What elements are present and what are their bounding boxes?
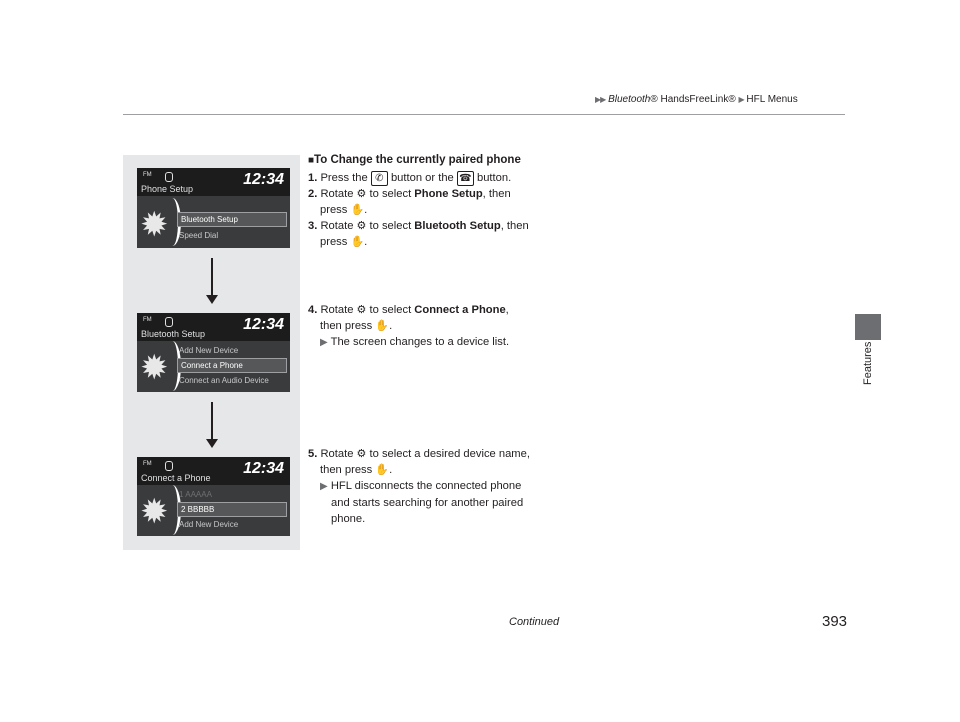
step-5-cont bbox=[308, 462, 578, 478]
step-text: . bbox=[364, 204, 368, 216]
device-item-1[interactable]: 1 AAAAA bbox=[179, 490, 212, 499]
step-text: , bbox=[505, 304, 509, 316]
step-text: press bbox=[320, 204, 348, 216]
breadcrumb-bluetooth: Bluetooth bbox=[608, 94, 651, 105]
step-number: 4. bbox=[308, 304, 318, 316]
header-rule bbox=[123, 114, 845, 115]
signal-icon: FM bbox=[143, 172, 152, 178]
selector-knob-icon: ⚙ bbox=[356, 187, 367, 200]
screen-title: Connect a Phone bbox=[141, 473, 211, 483]
note-text: and starts searching for another paired bbox=[331, 497, 524, 509]
note-arrow-icon: ▶ bbox=[320, 337, 328, 348]
step-4 bbox=[308, 302, 578, 318]
menu-name: Connect a Phone bbox=[414, 304, 506, 316]
step-4-note bbox=[308, 334, 578, 351]
device-item-2[interactable]: 2 BBBBB bbox=[181, 505, 215, 514]
menu-name: Bluetooth Setup bbox=[414, 220, 501, 232]
menu-item-bluetooth-setup[interactable]: Bluetooth Setup bbox=[181, 215, 238, 224]
step-text: press bbox=[320, 236, 348, 248]
selector-knob-icon: ⚙ bbox=[356, 219, 367, 232]
section-title: To Change the currently paired phone bbox=[314, 154, 521, 166]
breadcrumb-hfl-menus: HFL Menus bbox=[746, 94, 798, 105]
screen-title: Bluetooth Setup bbox=[141, 329, 206, 339]
step-3 bbox=[308, 218, 578, 234]
step-text: then press bbox=[320, 320, 373, 332]
selector-knob-icon: ⚙ bbox=[356, 303, 367, 316]
step-text: Press the bbox=[320, 172, 368, 184]
step-text: Rotate bbox=[320, 220, 354, 232]
step-text: . bbox=[389, 464, 393, 476]
step-text: Rotate bbox=[320, 304, 354, 316]
step-5-block bbox=[308, 446, 578, 527]
breadcrumb-arrow-2: ▶ bbox=[738, 95, 744, 104]
step-3-cont bbox=[308, 234, 578, 250]
step-number: 5. bbox=[308, 448, 318, 460]
steps-1-3 bbox=[308, 170, 578, 250]
page-number: 393 bbox=[822, 613, 848, 630]
section-tab bbox=[855, 314, 881, 340]
clock: 12:34 bbox=[243, 460, 284, 477]
step-number: 1. bbox=[308, 172, 318, 184]
screen-bluetooth-setup bbox=[137, 313, 290, 392]
step-text: Rotate bbox=[320, 188, 354, 200]
step-5-note bbox=[308, 478, 578, 495]
step-text: . bbox=[364, 236, 368, 248]
press-icon: ✋ bbox=[350, 235, 365, 248]
side-label: Features bbox=[862, 341, 874, 385]
pick-up-icon: ☎ bbox=[457, 171, 474, 186]
step-text: , then bbox=[500, 220, 529, 232]
step-text: to select bbox=[369, 304, 412, 316]
step-text: to select bbox=[369, 220, 412, 232]
screen-connect-a-phone bbox=[137, 457, 290, 536]
step-text: . bbox=[389, 320, 393, 332]
step-number: 2. bbox=[308, 188, 318, 200]
selector-knob-icon: ⚙ bbox=[356, 447, 367, 460]
clock: 12:34 bbox=[243, 171, 284, 188]
breadcrumb bbox=[595, 94, 798, 105]
signal-icon: FM bbox=[143, 317, 152, 323]
step-text: to select a desired device name, bbox=[369, 448, 530, 460]
screen-phone-setup bbox=[137, 168, 290, 248]
down-arrow bbox=[211, 402, 213, 446]
step-text: Rotate bbox=[320, 448, 354, 460]
bluetooth-icon bbox=[165, 461, 173, 471]
section-heading bbox=[308, 154, 521, 166]
continued-label: Continued bbox=[509, 616, 560, 628]
menu-item-add-new-device[interactable]: Add New Device bbox=[179, 520, 239, 529]
menu-item-connect-a-phone[interactable]: Connect a Phone bbox=[181, 361, 243, 370]
step-number: 3. bbox=[308, 220, 318, 232]
gear-icon: ✹ bbox=[140, 349, 169, 387]
press-icon: ✋ bbox=[350, 203, 365, 216]
step-text: , then bbox=[482, 188, 511, 200]
breadcrumb-arrow: ▶▶ bbox=[595, 95, 606, 104]
down-arrow bbox=[211, 258, 213, 302]
press-icon: ✋ bbox=[375, 319, 390, 332]
step-4-cont bbox=[308, 318, 578, 334]
menu-item-add-new-device[interactable]: Add New Device bbox=[179, 346, 239, 355]
breadcrumb-handsfreelink: ® HandsFreeLink® bbox=[650, 94, 736, 105]
menu-item-speed-dial[interactable]: Speed Dial bbox=[179, 231, 219, 240]
menu-name: Phone Setup bbox=[414, 188, 483, 200]
step-text: button or the bbox=[390, 172, 454, 184]
note-text: HFL disconnects the connected phone bbox=[330, 480, 522, 492]
step-text: to select bbox=[369, 188, 412, 200]
bluetooth-icon bbox=[165, 172, 173, 182]
step-text: then press bbox=[320, 464, 373, 476]
note-arrow-icon: ▶ bbox=[320, 481, 328, 492]
step-2-cont bbox=[308, 202, 578, 218]
note-text: phone. bbox=[331, 513, 366, 525]
signal-icon: FM bbox=[143, 461, 152, 467]
step-2 bbox=[308, 186, 578, 202]
press-icon: ✋ bbox=[375, 463, 390, 476]
step-text: button. bbox=[476, 172, 512, 184]
bluetooth-icon bbox=[165, 317, 173, 327]
step-1 bbox=[308, 170, 578, 186]
note-text: The screen changes to a device list. bbox=[330, 336, 510, 348]
gear-icon: ✹ bbox=[140, 493, 169, 531]
phone-icon: ✆ bbox=[371, 171, 388, 186]
menu-item-connect-audio-device[interactable]: Connect an Audio Device bbox=[179, 376, 269, 385]
step-4-block bbox=[308, 302, 578, 351]
section-bullet: ■ bbox=[308, 155, 315, 166]
step-5 bbox=[308, 446, 578, 462]
screen-title: Phone Setup bbox=[141, 184, 194, 194]
clock: 12:34 bbox=[243, 316, 284, 333]
gear-icon: ✹ bbox=[140, 206, 169, 244]
